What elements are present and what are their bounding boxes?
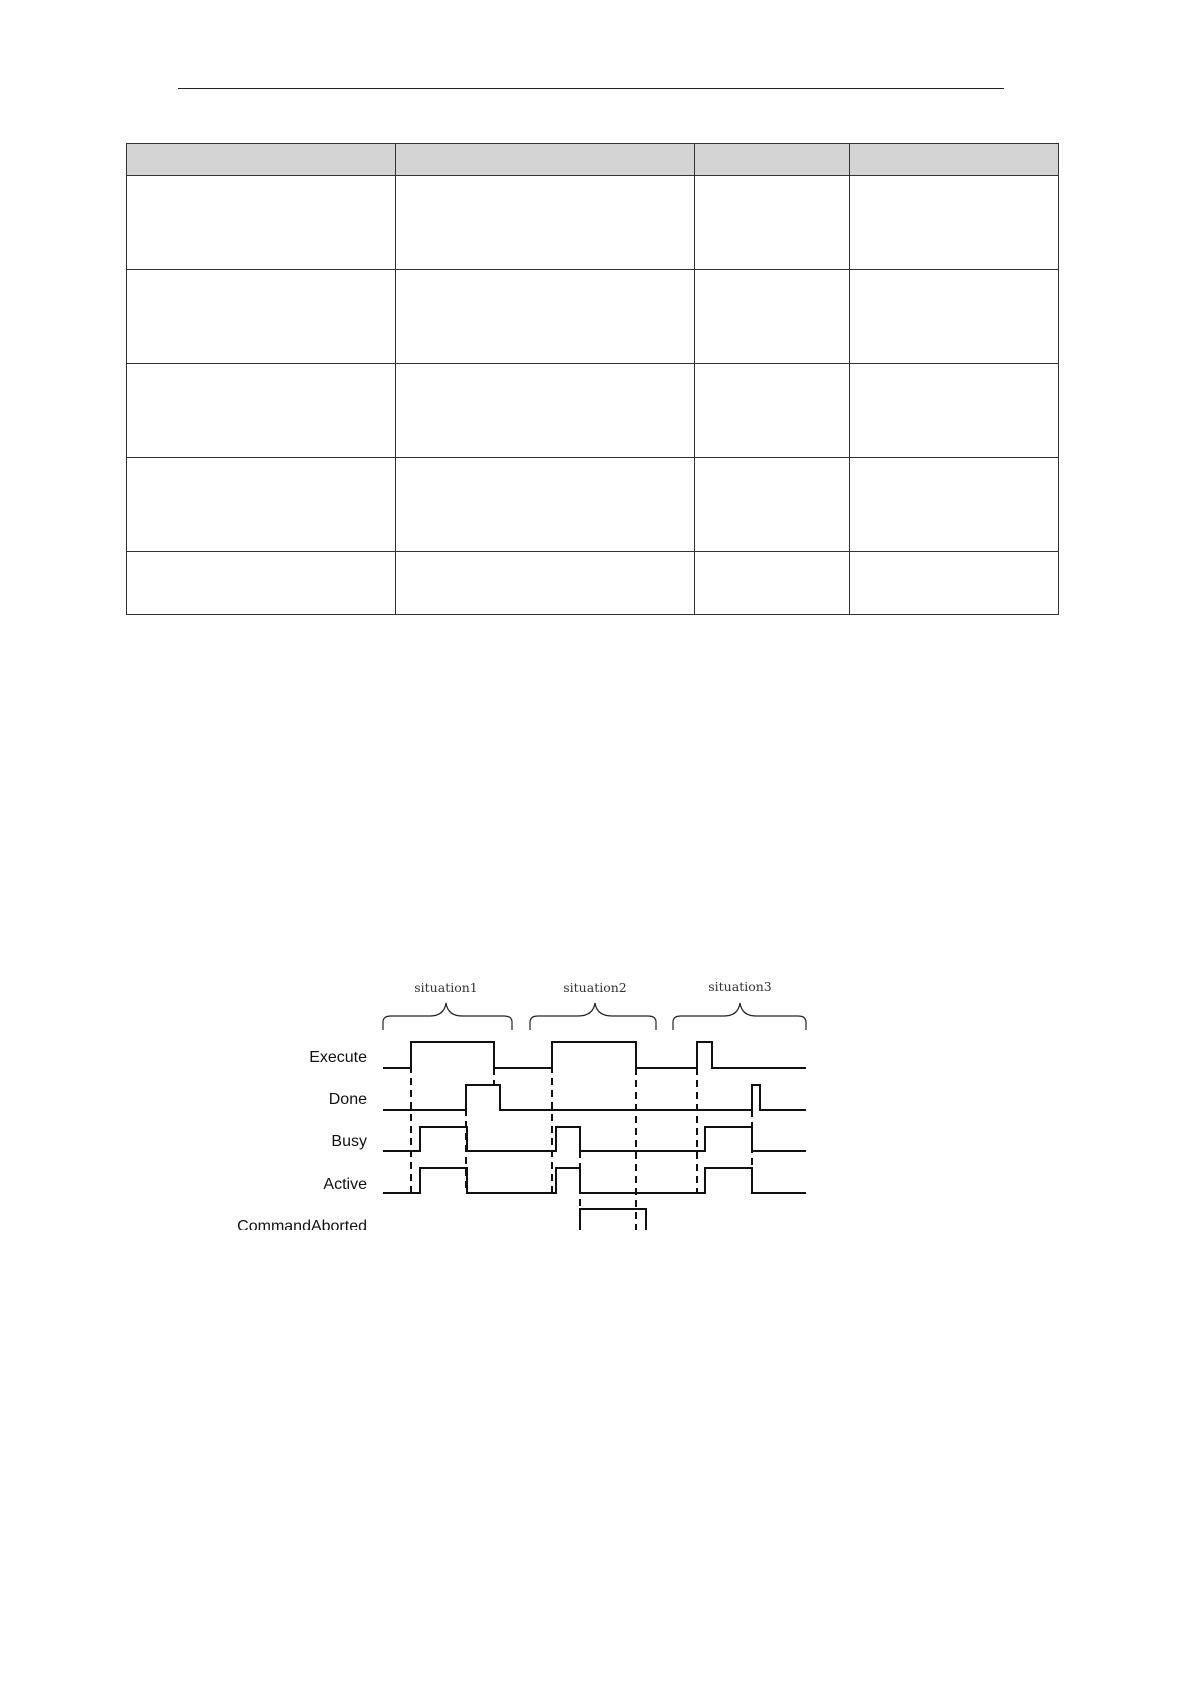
table-header-cell <box>396 144 695 176</box>
table-row <box>127 364 1059 458</box>
header-rule <box>178 88 1004 89</box>
waveform-busy <box>416 1127 806 1151</box>
table-cell <box>396 458 695 552</box>
situation-brace <box>673 1003 806 1030</box>
table-header-row <box>127 144 1059 176</box>
timing-diagram <box>200 960 820 1230</box>
table-cell <box>127 176 396 270</box>
table-cell <box>396 176 695 270</box>
table-cell <box>396 364 695 458</box>
table-cell <box>396 270 695 364</box>
waveform-execute <box>383 1042 806 1068</box>
table-row <box>127 176 1059 270</box>
table-cell <box>127 458 396 552</box>
table-cell <box>396 552 695 615</box>
signal-label-active: Active <box>323 1176 367 1193</box>
situation-brace <box>530 1003 656 1030</box>
table-cell <box>695 458 850 552</box>
table-cell <box>850 458 1059 552</box>
situation-label: situation1 <box>414 980 478 995</box>
table-cell <box>850 364 1059 458</box>
table-header-cell <box>850 144 1059 176</box>
table-cell <box>695 364 850 458</box>
signal-label-execute: Execute <box>309 1049 367 1066</box>
table-header-cell <box>127 144 396 176</box>
table-cell <box>695 552 850 615</box>
situation-label: situation2 <box>563 980 627 995</box>
table-cell <box>127 364 396 458</box>
signal-label-commandaborted: CommandAborted <box>237 1218 367 1230</box>
table-cell <box>695 270 850 364</box>
waveform-done <box>383 1085 806 1110</box>
signal-label-done: Done <box>328 1091 367 1108</box>
table-cell <box>850 270 1059 364</box>
table-row <box>127 270 1059 364</box>
parameter-table <box>126 143 1059 615</box>
table-cell <box>850 552 1059 615</box>
situation-label: situation3 <box>708 979 772 994</box>
signal-label-busy: Busy <box>331 1133 367 1150</box>
table-cell <box>127 270 396 364</box>
waveform-active <box>416 1168 806 1193</box>
table-row <box>127 458 1059 552</box>
table-header-cell <box>695 144 850 176</box>
table-cell <box>695 176 850 270</box>
situation-brace <box>383 1003 512 1030</box>
waveform-commandaborted <box>383 1209 806 1230</box>
table-row <box>127 552 1059 615</box>
table-cell <box>127 552 396 615</box>
table-cell <box>850 176 1059 270</box>
